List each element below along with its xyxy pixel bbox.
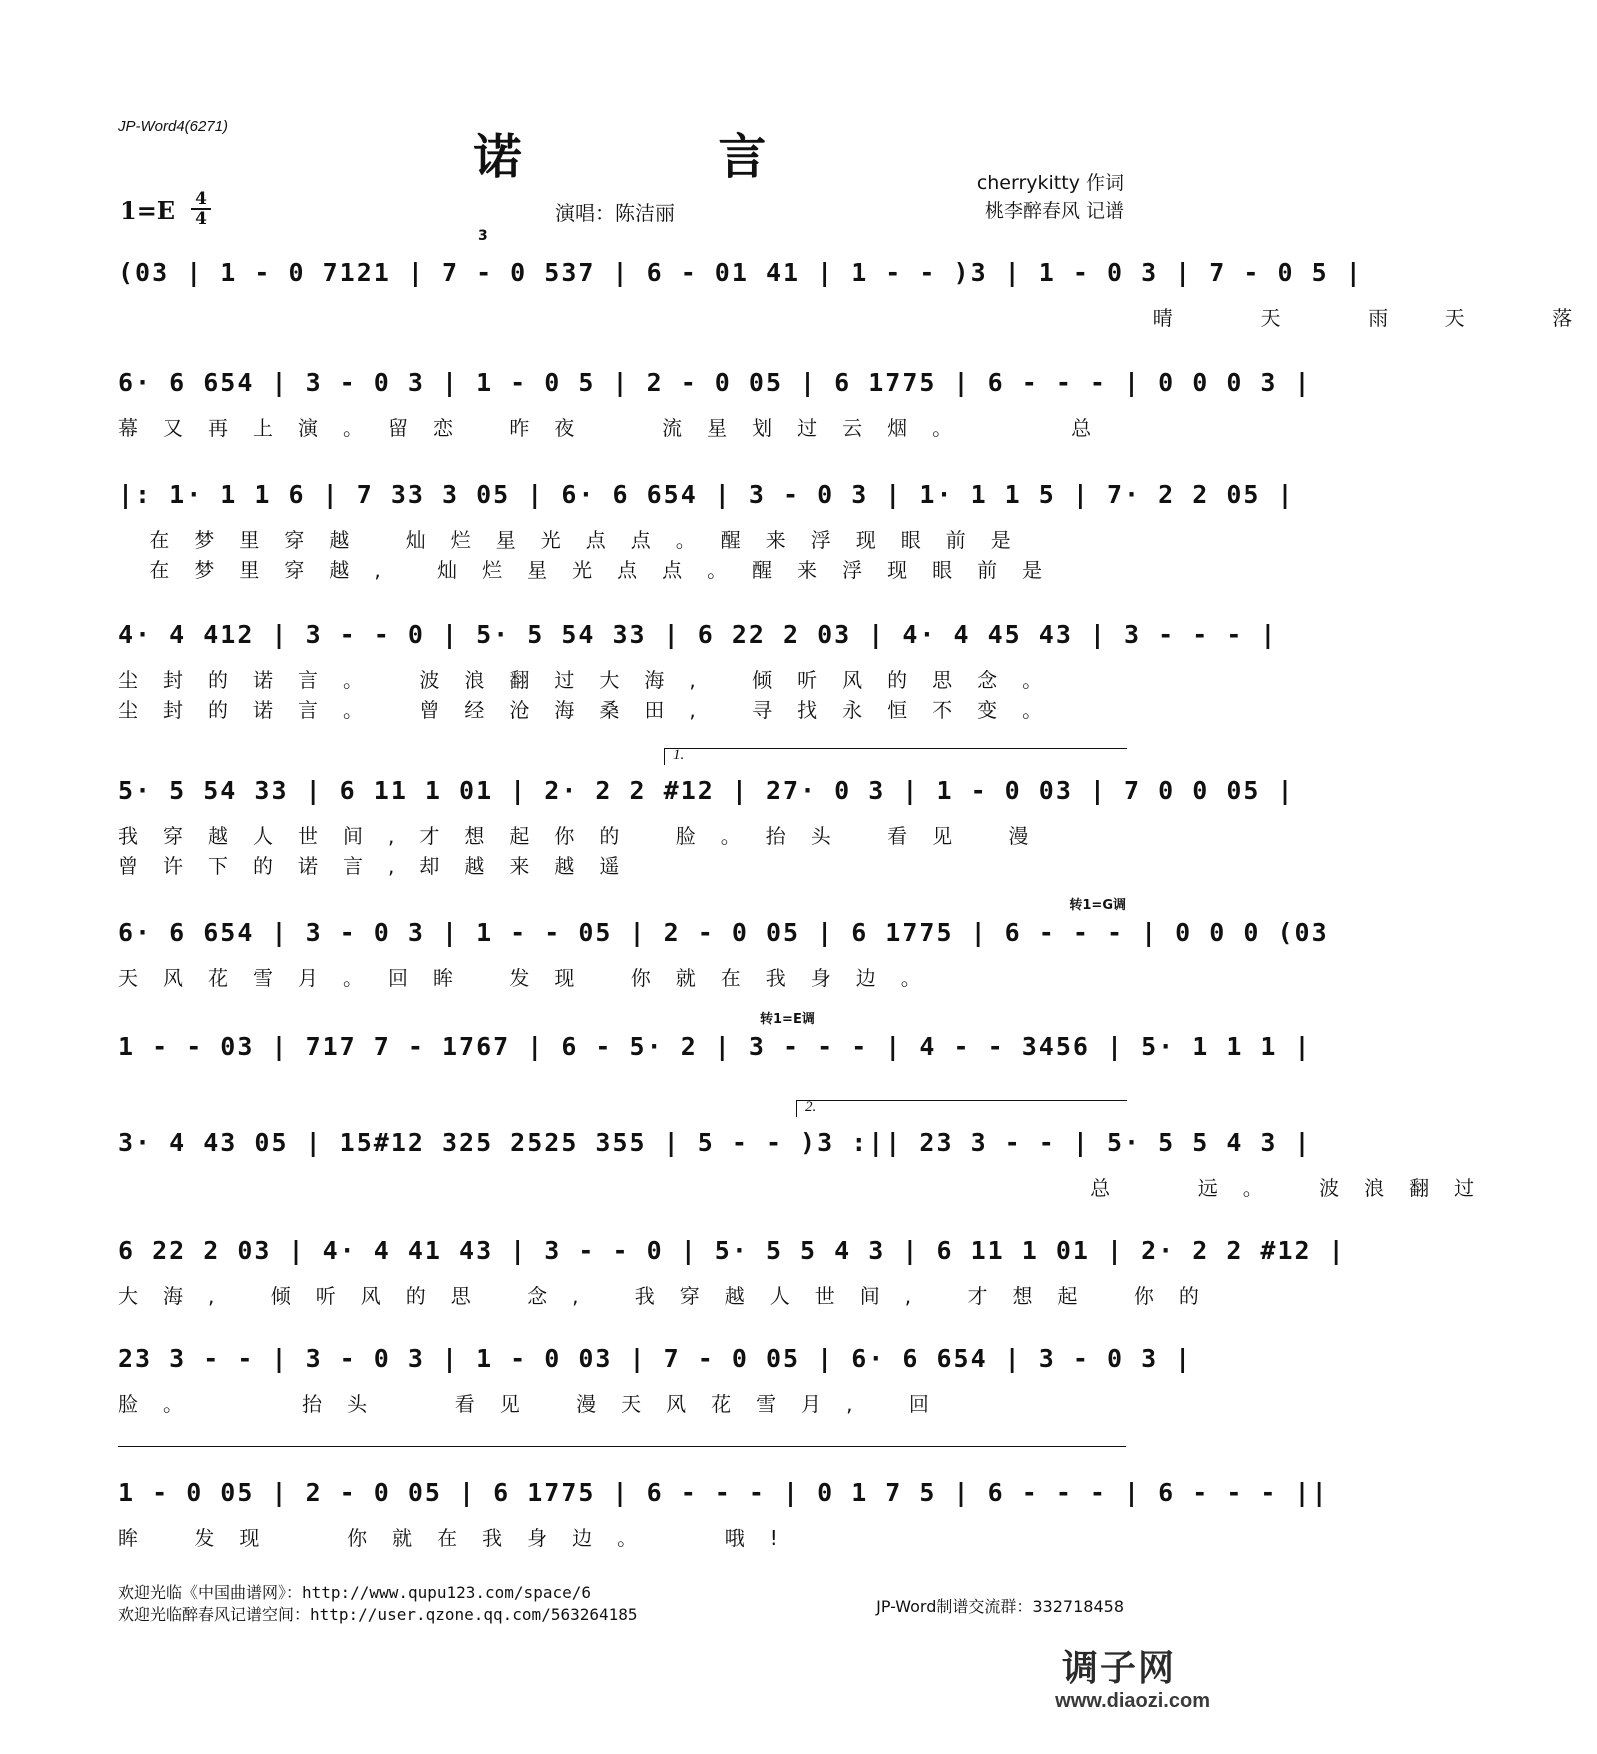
footer-group: JP-Word制谱交流群：332718458 (876, 1597, 1124, 1616)
song-title: 诺 言 (473, 129, 857, 185)
score-system-1 (118, 228, 1597, 330)
notes: (03 | 1 - 0 7121 | 7 - 0 537 | 6 - 01 41 | 1 - - )3 | 1 - 0 3 | 7 - 0 5 | (118, 258, 1363, 287)
watermark-brand: 调子网 (1061, 1648, 1176, 1689)
score-system-9 (118, 1236, 1346, 1308)
lyric-line-1: 天风花雪月。回眸 发现 你就在我身边。 (118, 966, 946, 990)
footer-link-qupu[interactable]: 欢迎光临《中国曲谱网》：http://www.qupu123.com/space/6 (118, 1583, 591, 1602)
key-signature: 1=E (120, 196, 176, 225)
lyric-line-1: 大海, 倾听风的思 念, 我穿越人世间, 才想起 你的 (118, 1284, 1224, 1308)
lyric-line-1: 眸 发现 你就在我身边。 哦! (118, 1526, 803, 1550)
lyric-line-2: 尘封的诺言。 曾经沧海桑田, 寻找永恒不变。 (118, 698, 1068, 722)
lyric-line-2: 在梦里穿越, 灿烂星光点点。醒来浮现眼前是 (118, 558, 1068, 582)
score-system-2 (118, 368, 1312, 440)
notes: 6 22 2 03 | 4· 4 41 43 | 3 - - 0 | 5· 5 5 4 3 | 6 11 1 01 | 2· 2 2 #12 | (118, 1236, 1346, 1265)
footer-link-qzone[interactable]: 欢迎光临醉春风记谱空间：http://user.qzone.qq.com/563264185 (118, 1605, 638, 1624)
score-system-10 (118, 1344, 1193, 1416)
singer: 演唱：陈洁丽 (555, 201, 675, 225)
notes: |: 1· 1 1 6 | 7 33 3 05 | 6· 6 654 | 3 - 0 3 | 1· 1 1 5 | 7· 2 2 05 | (118, 480, 1295, 509)
triplet-mark: 3 (478, 228, 488, 244)
volta-bracket-2 (796, 1100, 1127, 1117)
modulation-note: 转1=G调 (1069, 898, 1126, 913)
lyric-line-2: 曾许下的诺言,却越来越遥 (118, 854, 645, 878)
volta-bracket-1 (664, 748, 1127, 765)
time-denominator: 4 (195, 209, 207, 229)
lyric-line-1: 总 远。 波浪翻过 (118, 1176, 1500, 1200)
score-system-3 (118, 480, 1295, 582)
notes: 1 - - 03 | 717 7 - 1767 | 6 - 5· 2 | 3 - - - | 4 - - 3456 | 5· 1 1 1 | (118, 1032, 1312, 1061)
volta-label: 2. (805, 1099, 817, 1115)
lyricist: cherrykitty 作词 (976, 172, 1124, 194)
footer-links (118, 1582, 638, 1626)
watermark-url[interactable]: www.diaozi.com (1055, 1690, 1210, 1712)
lyric-line-1: 晴 天 雨 天 落 (118, 306, 1597, 330)
notes: 5· 5 54 33 | 6 11 1 01 | 2· 2 2 #12 | 27· 0 3 | 1 - 0 03 | 7 0 0 05 | (118, 776, 1295, 805)
notes: 1 - 0 05 | 2 - 0 05 | 6 1775 | 6 - - - | 0 1 7 5 | 6 - - - | 6 - - - || (118, 1478, 1329, 1507)
lyric-line-1: 幕又再上演。留恋 昨夜 流星划过云烟。 总 (118, 416, 1117, 440)
notes: 6· 6 654 | 3 - 0 3 | 1 - 0 5 | 2 - 0 05 | 6 1775 | 6 - - - | 0 0 0 3 | (118, 368, 1312, 397)
score-system-11 (118, 1478, 1329, 1550)
notes: 6· 6 654 | 3 - 0 3 | 1 - - 05 | 2 - 0 05 | 6 1775 | 6 - - - | 0 0 0 (03 (118, 918, 1329, 947)
lyric-line-1: 脸。 抬头 看见 漫天风花雪月, 回 (118, 1392, 954, 1416)
volta-label: 1. (673, 747, 685, 763)
notes: 3· 4 43 05 | 15#12 325 2525 355 | 5 - - )3 :|| 23 3 - - | 5· 5 5 4 3 | (118, 1128, 1312, 1157)
lyric-line-1: 我穿越人世间,才想起你的 脸。抬头 看见 漫 (118, 824, 1054, 848)
lyric-line-1: 尘封的诺言。 波浪翻过大海, 倾听风的思念。 (118, 668, 1068, 692)
score-system-7 (118, 1012, 1312, 1072)
transcriber: 桃李醉春风 记谱 (984, 200, 1124, 222)
score-system-4 (118, 620, 1278, 722)
score-system-8 (118, 1099, 1500, 1200)
modulation-note: 转1=E调 (760, 1012, 815, 1027)
notes: 4· 4 412 | 3 - - 0 | 5· 5 54 33 | 6 22 2 03 | 4· 4 45 43 | 3 - - - | (118, 620, 1278, 649)
score-system-5 (118, 747, 1295, 878)
lyric-line-1: 在梦里穿越 灿烂星光点点。醒来浮现眼前是 (118, 528, 1036, 552)
system-top-rule (118, 1446, 1126, 1447)
notes: 23 3 - - | 3 - 0 3 | 1 - 0 03 | 7 - 0 05 | 6· 6 654 | 3 - 0 3 | (118, 1344, 1193, 1373)
score-system-6 (118, 898, 1329, 990)
source-label: JP-Word4(6271) (118, 118, 229, 135)
time-numerator: 4 (191, 190, 211, 210)
time-signature (191, 190, 211, 228)
